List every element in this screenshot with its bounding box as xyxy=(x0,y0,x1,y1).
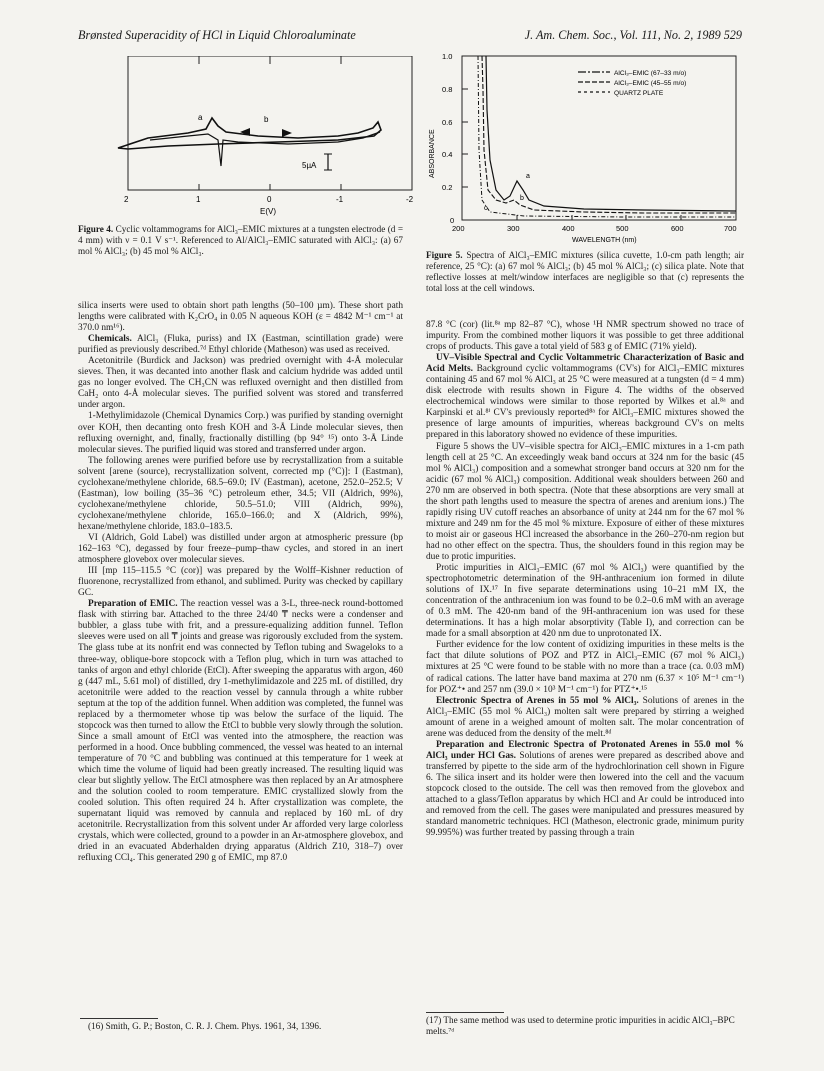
paragraph xyxy=(426,563,744,640)
fig4-label-a: a xyxy=(198,113,203,122)
paragraph-text: 1-Methylimidazole (Chemical Dynamics Corp.) was purified by standing overnight over KOH, then decanting onto fresh KOH and 3-Å Linde molecular sieves, then refluxing overnight, and, finally, fractionally distilling (bp 94° ¹⁵) onto 3-Å Linde molecular sieves. The purified liquid was stored and transferred under argon. xyxy=(78,411,403,455)
paragraph-heading: Preparation and Electronic Spectra of Protonated Arenes in 55.0 mol % AlCl₃ under HCl Gas. xyxy=(426,739,744,761)
right-text-column xyxy=(426,320,744,839)
fig4-xtick-3: -1 xyxy=(336,195,344,204)
fig5-caption-text: Spectra of AlCl₃–EMIC mixtures (silica cuvette, 1.0-cm path length; air reference, 25 °C): (a) 67 mol % AlCl₃; (b) 45 mol % AlCl₃; (c) silica plate. Note that reflective losses at melt/window interfaces are negligible so that (c) represents the total loss at the cell windows. xyxy=(426,250,745,293)
paragraph-text: Further evidence for the low content of oxidizing impurities in these melts is the fact that dilute solutions of POZ and PTZ in AlCl₃–EMIC (67 mol % AlCl₃) mixtures at 25 °C were found to be stable with no more than a trace (ca. 0.03 mM) of radical cations. The latter have band maxima at 270 nm (6.37 × 10⁵ M⁻¹ cm⁻¹) for POZ⁺• and 257 nm (39.0 × 10³ M⁻¹ cm⁻¹) for PTZ⁺•.¹⁵ xyxy=(426,640,744,695)
fig4-xtick-2: 0 xyxy=(267,195,272,204)
fig5-ytick-1: 0.8 xyxy=(442,85,453,94)
fig5-xtick-2: 400 xyxy=(562,224,575,233)
paragraph-text: III [mp 115–115.5 °C (cor)] was prepared by the Wolff–Kishner reduction of fluorenone, recrystallized from ethanol, and sublimed. Purity was checked by capillary GC. xyxy=(78,566,403,599)
fig5-xlabel: WAVELENGTH (nm) xyxy=(572,237,637,244)
header-journal: J. Am. Chem. Soc., Vol. 111, No. 2, 1989 529 xyxy=(524,28,742,42)
paragraph xyxy=(426,353,744,441)
legend-item-a: AlCl₃–EMIC (67–33 m/o) xyxy=(614,70,687,77)
paragraph xyxy=(78,456,403,533)
paragraph xyxy=(78,566,403,599)
fig5-caption-label: Figure 5. xyxy=(426,250,463,260)
paragraph-text: Protic impurities in AlCl₃–EMIC (67 mol % AlCl₃) were quantified by the spectrophotometric determination of the 9H-anthracenium ion formed in dilute solutions of IX.¹⁷ In five separate determinations using 10–21 mM IX, the concentration of the anthracenium ion was found to be 0.2–0.6 mM with an average of 0.3 mM. The 420-nm band of the 9H-anthracenium ion was used for these determinations. It has a high molar absorptivity (Table I), and correction can be made for a small absorption at 420 nm due to unprotonated IX. xyxy=(426,563,744,640)
fig5-xtick-3: 500 xyxy=(616,224,629,233)
fig5-frame xyxy=(462,56,736,220)
figure-5-spectra xyxy=(424,50,746,246)
fig5-ytick-0: 1.0 xyxy=(442,52,453,61)
paragraph xyxy=(426,740,744,839)
paragraph xyxy=(426,640,744,695)
paragraph xyxy=(78,334,403,356)
legend-item-b: AlCl₃–EMIC (45–55 m/o) xyxy=(614,80,687,87)
paragraph-text: The following arenes were purified before use by recrystallization from a suitable solvent [arene (source), recrystallization solvent, corrected mp (°C)]: I (Eastman), cyclohexane/methylene chloride, 68.5–69.0; IV (Eastman), acetone, 252.0–252.5; V (Eastman), low boiling (35–36 °C) petroleum ether, 34.5; VII (Aldrich, 99%), cyclohexane/methylene chloride, 50.5–51.0; VIII (Aldrich, 99%), cyclohexane/methylene chloride, 165.0–166.0; and X (Aldrich, 99%), hexane/methylene chloride, 183.0–183.5. xyxy=(78,455,403,532)
fig5-label-a: a xyxy=(526,173,530,180)
legend-item-c: QUARTZ PLATE xyxy=(614,90,664,97)
fig4-caption-label: Figure 4. xyxy=(78,224,114,234)
paragraph-text: AlCl₃ (Fluka, puriss) and IX (Eastman, scintillation grade) were purified as previously described.⁷ᵈ Ethyl chloride (Matheson) was used as received. xyxy=(78,334,403,356)
paragraph xyxy=(426,320,744,353)
fig4-frame xyxy=(128,56,412,190)
paragraph xyxy=(78,599,403,864)
paragraph-heading: Preparation of EMIC. xyxy=(88,599,178,610)
paragraph-heading: Electronic Spectra of Arenes in 55 mol % AlCl₃. xyxy=(436,695,639,706)
spectrum-b xyxy=(482,56,736,213)
paragraph-text: Solutions of arenes in the AlCl₃–EMIC (55 mol % AlCl₃) molten salt were prepared by stirring a weighed amount of arene in a weighed amount of molten salt. The molar concentration of arene was deduced from the density of the melt.⁸ᵈ xyxy=(426,695,744,739)
paragraph-heading: UV–Visible Spectral and Cyclic Voltammetric Characterization of Basic and Acid Melts. xyxy=(426,353,744,375)
fig5-ylabel: ABSORBANCE xyxy=(429,129,436,178)
fig5-label-c: c xyxy=(484,205,488,212)
fig5-legend xyxy=(578,70,686,97)
footnote-16: (16) Smith, G. P.; Boston, C. R. J. Chem. Phys. 1961, 34, 1396. xyxy=(88,1021,322,1031)
fig5-ytick-5: 0 xyxy=(450,216,455,225)
fig5-xtick-4: 600 xyxy=(671,224,684,233)
paragraph xyxy=(426,696,744,740)
paragraph-text: 87.8 °C (cor) (lit.⁸ᵃ mp 82–87 °C), whose ¹H NMR spectrum showed no trace of impurity. From the combined mother liquors it was possible to get three additional crops of products. This gave a total yield of 583 g of EMIC (71% yield). xyxy=(426,320,744,353)
fig4-xtick-4: -2 xyxy=(406,195,414,204)
paragraph-text: VI (Aldrich, Gold Label) was distilled under argon at atmospheric pressure (bp 162–163 °C), degassed by four freeze–pump–thaw cycles, and stored in an inert atmosphere glovebox over molecular sieves. xyxy=(78,532,403,566)
fig5-xtick-0: 200 xyxy=(452,224,465,233)
fig5-ytick-2: 0.6 xyxy=(442,118,453,127)
paragraph xyxy=(426,442,744,564)
fig4-caption-text: Cyclic voltammograms for AlCl₃–EMIC mixtures at a tungsten electrode (d = 4 mm) with ν = 0.1 V s⁻¹. Referenced to Al/AlCl₃–EMIC saturated with AlCl₃: (a) 67 mol % AlCl₃; (b) 45 mol % AlCl₃. xyxy=(78,224,403,256)
footnote-17: (17) The same method was used to determine protic impurities in acidic AlCl₃–BPC melts.⁷ᵈ xyxy=(426,1015,735,1036)
paragraph-text: Figure 5 shows the UV–visible spectra for AlCl₃–EMIC mixtures in a 1-cm path length cell at 25 °C. An exceedingly weak band occurs at 324 nm for the basic (45 mol % AlCl₃) composition and a somewhat stronger band occurs at 320 nm for the acidic (67 mol % AlCl₃) composition. Additional weak shoulders between 260 and 270 nm are observed in both spectra. (Note that these absorptions are very small at the short path lengths used to measure the spectra of arenes and arenium ions.) The rapidly rising UV cutoff reaches an absorbance of unity at 244 nm for the 67 mol % mixture and 249 nm for the 45 mol % mixture. Exposure of either of these mixtures to moist air or gaseous HCl increased the absorbance in the 260–270-nm region but had no other effect on the spectra. Thus, the shoulders found in this region may be due to protic impurities. xyxy=(426,441,744,562)
paragraph-text: The reaction vessel was a 3-L, three-neck round-bottomed flask with stirring bar. Attached to the three 24/40 ₸ necks were a condenser and bubbler, a glass tube with frit, and a pressure-equalizing addition funnel. Teflon sleeves were used on all ₸ joints and grease was rigorously excluded from the system. The glass tube at its nonfrit end was connected by Teflon tubing and Swageloks to a three-way, oblique-bore stopcock with a Teflon plug, which in turn was attached to tanks of argon and ethyl chloride (EtCl). After sweeping the apparatus with argon, 460 g (447 mL, 5.61 mol) of distilled, dry 1-methylimidazole and 225 mL of distilled, dry acetonitrile were added to the reaction vessel by cannula through a white rubber septum at the top of the addition funnel. When addition was completed, the funnel was replaced by a thermometer whose tip was below the surface of the liquid. The stopcock was then turned to allow the EtCl to bubble very slowly through the solution. Since a small amount of EtCl was vented into the atmosphere, the reaction was performed in a hood. Once bubbling commenced, the vessel was heated to an internal temperature of 70 °C and bubbling was continued at this temperature for 1 week at which time the volume of liquid had been greatly increased. The resulting liquid was clear but slightly yellow. The EtCl atmosphere was then replaced by an Ar atmosphere and the solution cooled to room temperature. EMIC crystallized slowly from the cooled solution. This often required 24 h. After crystallization was complete, the supernatant liquid was removed by cannula and replaced by 160 mL of dry acetonitrile. Recrystallization from this solvent under Ar afforded very large colorless crystals, which were collected, ground to a powder in an Ar-atmosphere glovebox, and dried in an evacuated Abderhalden drying apparatus (Aldrich Z10, 318–7) over refluxing CCl₄. This generated 290 g of EMIC, mp 87.0 xyxy=(78,599,403,864)
footnote-rule-right xyxy=(426,1012,504,1013)
fig4-xtick-0: 2 xyxy=(124,195,129,204)
fig5-label-b: b xyxy=(520,195,524,202)
figure-4-voltammogram xyxy=(88,56,416,218)
header-title: Brønsted Superacidity of HCl in Liquid Chloroaluminate xyxy=(78,28,356,42)
paragraph xyxy=(78,356,403,411)
spectrum-a xyxy=(486,56,736,211)
left-text-column xyxy=(78,301,403,864)
fig4-scalebar-label: 5µA xyxy=(302,161,317,170)
paragraph xyxy=(78,301,403,334)
figure-5-caption xyxy=(426,250,744,294)
paragraph-heading: Chemicals. xyxy=(88,334,132,345)
fig4-xlabel: E(V) xyxy=(260,207,276,216)
fig4-label-b: b xyxy=(264,115,269,124)
paragraph xyxy=(78,533,403,566)
footnote-rule-left xyxy=(80,1018,158,1019)
paragraph-text: Background cyclic voltammograms (CV's) for AlCl₃–EMIC mixtures containing 45 and 67 mol % AlCl₃ at 25 °C were measured at a tungsten (d = 4 mm) disk electrode with results shown in Figure 4. The widths of the observed electrochemical windows were similar to those reported by Wilkes et al.⁸ᵃ and Karpinski et al.⁸ⁱ CV's previously reported⁸ᵃ for AlCl₃–EMIC mixtures showed the presence of large amounts of impurities, whereas background CV's on melts prepared in this laboratory showed no evidence of these impurities. xyxy=(426,364,744,441)
fig5-xtick-5: 700 xyxy=(724,224,737,233)
paragraph-text: Solutions of arenes were prepared as described above and transferred by pipette to the side arm of the hydrochlorination cell shown in Figure 6. The silica insert and its holder were then lowered into the cell and the vacuum stopcock closed to the outside. The cell was then removed from the glovebox and attached to a glass/Teflon apparatus by which HCl and Ar could be introduced into and removed from the cell. The gases were manipulated and pressures measured by standard manometric techniques. HCl (Matheson, electronic grade, minimum purity 99.995%) was further treated by passing through a train xyxy=(426,750,744,839)
fig5-ytick-3: 0.4 xyxy=(442,150,453,159)
fig5-ytick-4: 0.2 xyxy=(442,183,453,192)
fig5-xtick-1: 300 xyxy=(507,224,520,233)
paragraph-text: Acetonitrile (Burdick and Jackson) was predried overnight with 4-Å molecular sieves. Then, it was decanted into another flask and calcium hydride was added until gas no longer evolved. The CH₃CN was refluxed overnight and then distilled from CaH₂ onto 4-Å molecular sieves. The purified solvent was stored and transferred under argon. xyxy=(78,356,403,411)
arrow-right-icon xyxy=(282,129,292,137)
fig4-xtick-1: 1 xyxy=(196,195,201,204)
spectrum-c xyxy=(478,56,736,217)
paragraph-text: silica inserts were used to obtain short path lengths (50–100 µm). These short path lengths were calibrated with K₂CrO₄ in 0.05 N aqueous KOH (ε = 4842 M⁻¹ cm⁻¹ at 370.0 nm¹⁶). xyxy=(78,301,403,334)
figure-4-caption xyxy=(78,224,403,257)
paragraph xyxy=(78,411,403,455)
running-header xyxy=(78,28,742,44)
